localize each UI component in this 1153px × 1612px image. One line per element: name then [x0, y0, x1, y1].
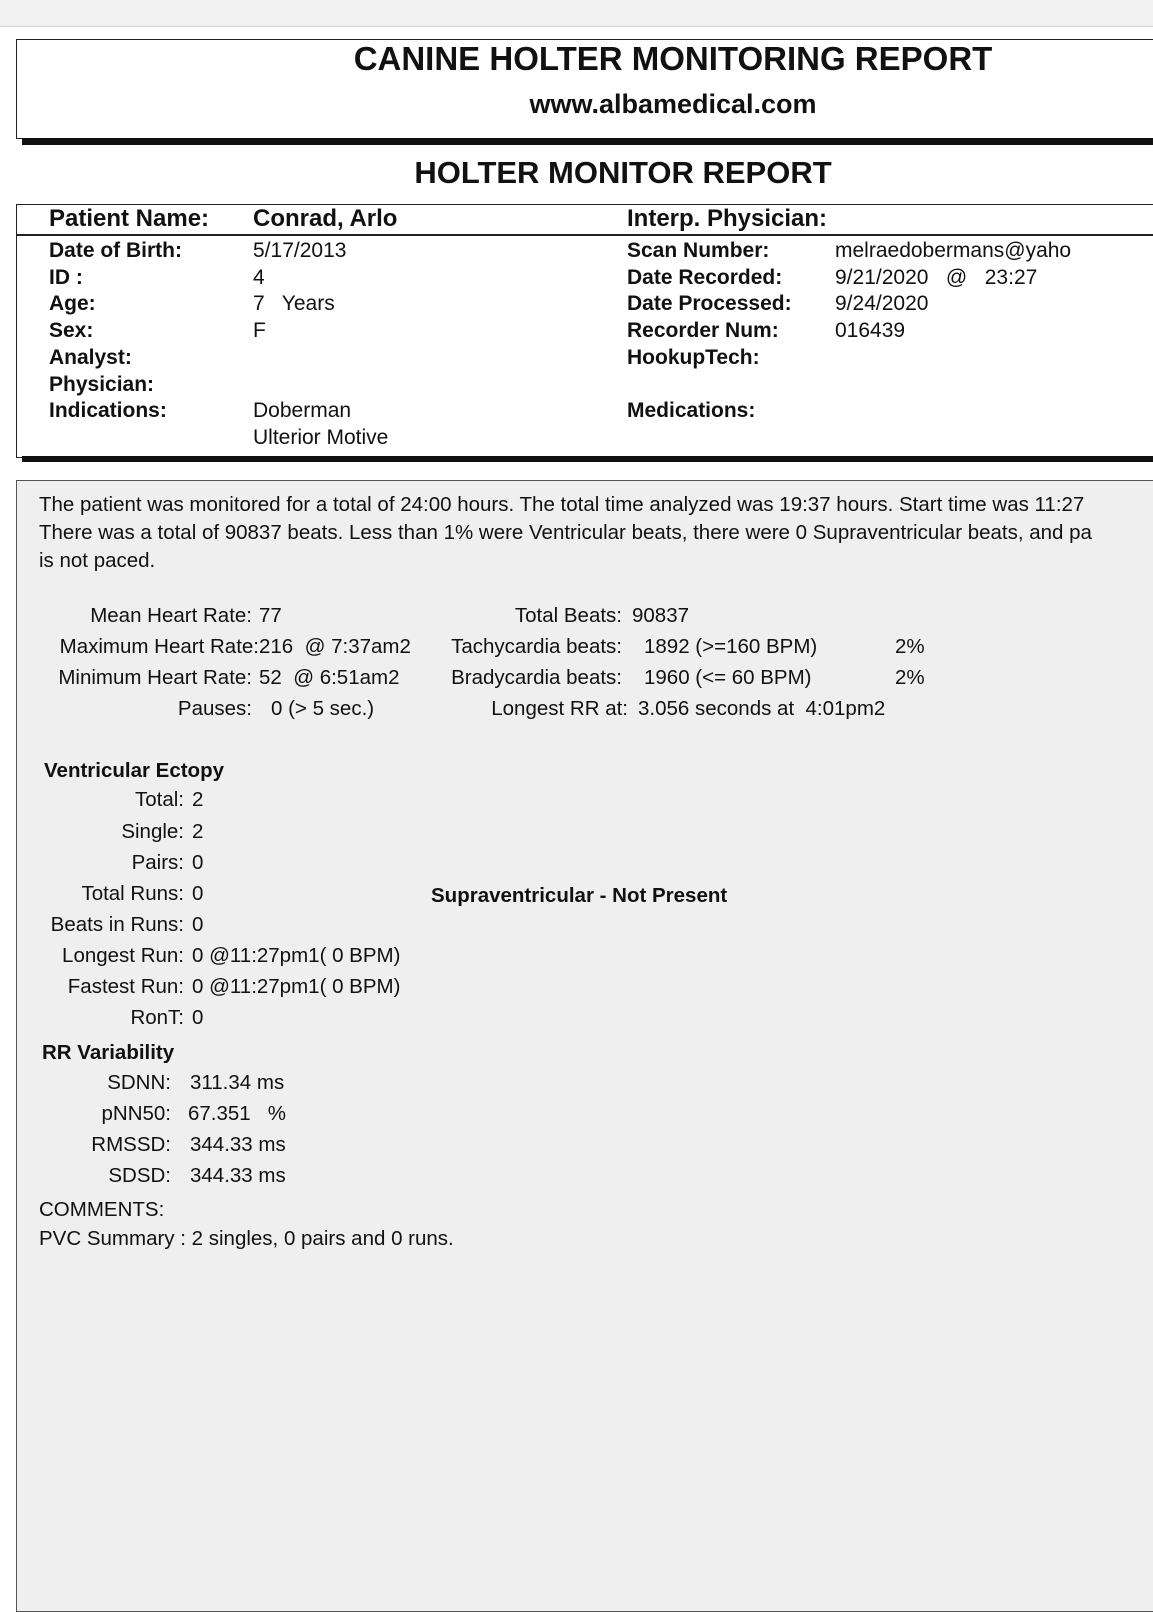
rr-variability-heading: RR Variability: [42, 1041, 175, 1064]
comments-label: COMMENTS:: [39, 1198, 165, 1221]
ve-total-value: 2: [192, 788, 204, 811]
ve-ront-label: RonT:: [130, 1006, 184, 1029]
total-beats-label: Total Beats:: [514, 604, 622, 627]
pnn50-label: pNN50:: [101, 1102, 171, 1125]
hookup-tech-label: HookupTech:: [627, 346, 760, 369]
pnn50-value: 67.351 %: [188, 1102, 287, 1125]
date-processed-value: 9/24/2020: [835, 292, 929, 315]
brady-percent: 2%: [895, 666, 925, 689]
mean-hr-value: 77: [259, 604, 282, 627]
scan-number-value: melraedobermans@yaho: [835, 239, 1072, 262]
longest-rr-value: 3.056 seconds at 4:01pm2: [638, 697, 886, 720]
ve-pairs-label: Pairs:: [131, 851, 184, 874]
tachy-percent: 2%: [895, 635, 925, 658]
ve-runs-label: Total Runs:: [81, 882, 184, 905]
max-hr-value: 216 @ 7:37am2: [259, 635, 411, 658]
medications-label: Medications:: [627, 399, 756, 422]
website-url: www.albamedical.com: [529, 89, 817, 119]
sdsd-label: SDSD:: [108, 1164, 171, 1187]
mean-hr-label: Mean Heart Rate:: [90, 604, 252, 627]
ve-runs-value: 0: [192, 882, 204, 905]
ventricular-ectopy-heading: Ventricular Ectopy: [44, 759, 225, 782]
ve-longest-run-label: Longest Run:: [62, 944, 184, 967]
patient-name: Conrad, Arlo: [253, 205, 398, 232]
physician-label: Physician:: [49, 373, 155, 396]
ve-beats-runs-value: 0: [192, 913, 204, 936]
id-label: ID :: [49, 266, 83, 289]
rmssd-value: 344.33 ms: [190, 1133, 286, 1156]
window-top-bar: [0, 0, 1153, 27]
id-value: 4: [253, 266, 265, 289]
brady-value: 1960 (<= 60 BPM): [644, 666, 812, 689]
rmssd-label: RMSSD:: [91, 1133, 171, 1156]
pauses-value: 0 (> 5 sec.): [271, 697, 375, 720]
dob-value: 5/17/2013: [253, 239, 347, 262]
date-recorded-value: 9/21/2020 @ 23:27: [835, 266, 1038, 289]
indications-label: Indications:: [49, 399, 167, 422]
comments-text: PVC Summary : 2 singles, 0 pairs and 0 runs.: [39, 1227, 454, 1250]
ve-total-label: Total:: [135, 788, 184, 811]
total-beats-value: 90837: [632, 604, 690, 627]
min-hr-label: Minimum Heart Rate:: [58, 666, 252, 689]
age-value: 7 Years: [253, 292, 335, 315]
ve-longest-run-value: 0 @11:27pm1( 0 BPM): [192, 944, 401, 967]
brady-label: Bradycardia beats:: [451, 666, 622, 689]
age-label: Age:: [49, 292, 96, 315]
recorder-num-label: Recorder Num:: [627, 319, 779, 342]
patient-header-divider: [16, 234, 1153, 236]
ve-pairs-value: 0: [192, 851, 204, 874]
report-main-title: CANINE HOLTER MONITORING REPORT: [353, 40, 993, 77]
patient-name-label: Patient Name:: [49, 205, 210, 232]
ve-beats-runs-label: Beats in Runs:: [50, 913, 184, 936]
min-hr-value: 52 @ 6:51am2: [259, 666, 400, 689]
sdnn-label: SDNN:: [107, 1071, 171, 1094]
indications-line-1: Doberman: [253, 399, 352, 422]
sdsd-value: 344.33 ms: [190, 1164, 286, 1187]
date-processed-label: Date Processed:: [627, 292, 792, 315]
recorder-num-value: 016439: [835, 319, 906, 342]
supraventricular-status: Supraventricular - Not Present: [431, 884, 728, 907]
indications-line-2: Ulterior Motive: [253, 426, 389, 449]
holter-report-title: HOLTER MONITOR REPORT: [414, 155, 832, 190]
summary-line-1: The patient was monitored for a total of 24:00 hours. The total time analyzed was 19:37 hours. Start time was 11:27: [39, 493, 1085, 516]
scan-number-label: Scan Number:: [627, 239, 770, 262]
sex-value: F: [253, 319, 266, 342]
ve-fastest-run-value: 0 @11:27pm1( 0 BPM): [192, 975, 401, 998]
tachy-value: 1892 (>=160 BPM): [644, 635, 818, 658]
summary-paragraph: [39, 491, 1153, 575]
dob-label: Date of Birth:: [49, 239, 182, 262]
ve-single-label: Single:: [121, 820, 184, 843]
sdnn-value: 311.34 ms: [190, 1071, 285, 1094]
ve-single-value: 2: [192, 820, 204, 843]
tachy-label: Tachycardia beats:: [451, 635, 622, 658]
longest-rr-label: Longest RR at:: [491, 697, 628, 720]
summary-line-3: is not paced.: [39, 549, 156, 572]
analyst-label: Analyst:: [49, 346, 132, 369]
summary-line-2: There was a total of 90837 beats. Less than 1% were Ventricular beats, there were 0 Supraventricular beats, and pa: [39, 521, 1092, 544]
pauses-label: Pauses:: [177, 697, 252, 720]
header-divider: [22, 138, 1153, 145]
date-recorded-label: Date Recorded:: [627, 266, 783, 289]
ve-fastest-run-label: Fastest Run:: [67, 975, 184, 998]
max-hr-label: Maximum Heart Rate:: [59, 635, 259, 658]
patient-box-bottom-rule: [22, 456, 1153, 462]
interp-physician-label: Interp. Physician:: [627, 205, 828, 232]
ve-ront-value: 0: [192, 1006, 204, 1029]
sex-label: Sex:: [49, 319, 94, 342]
